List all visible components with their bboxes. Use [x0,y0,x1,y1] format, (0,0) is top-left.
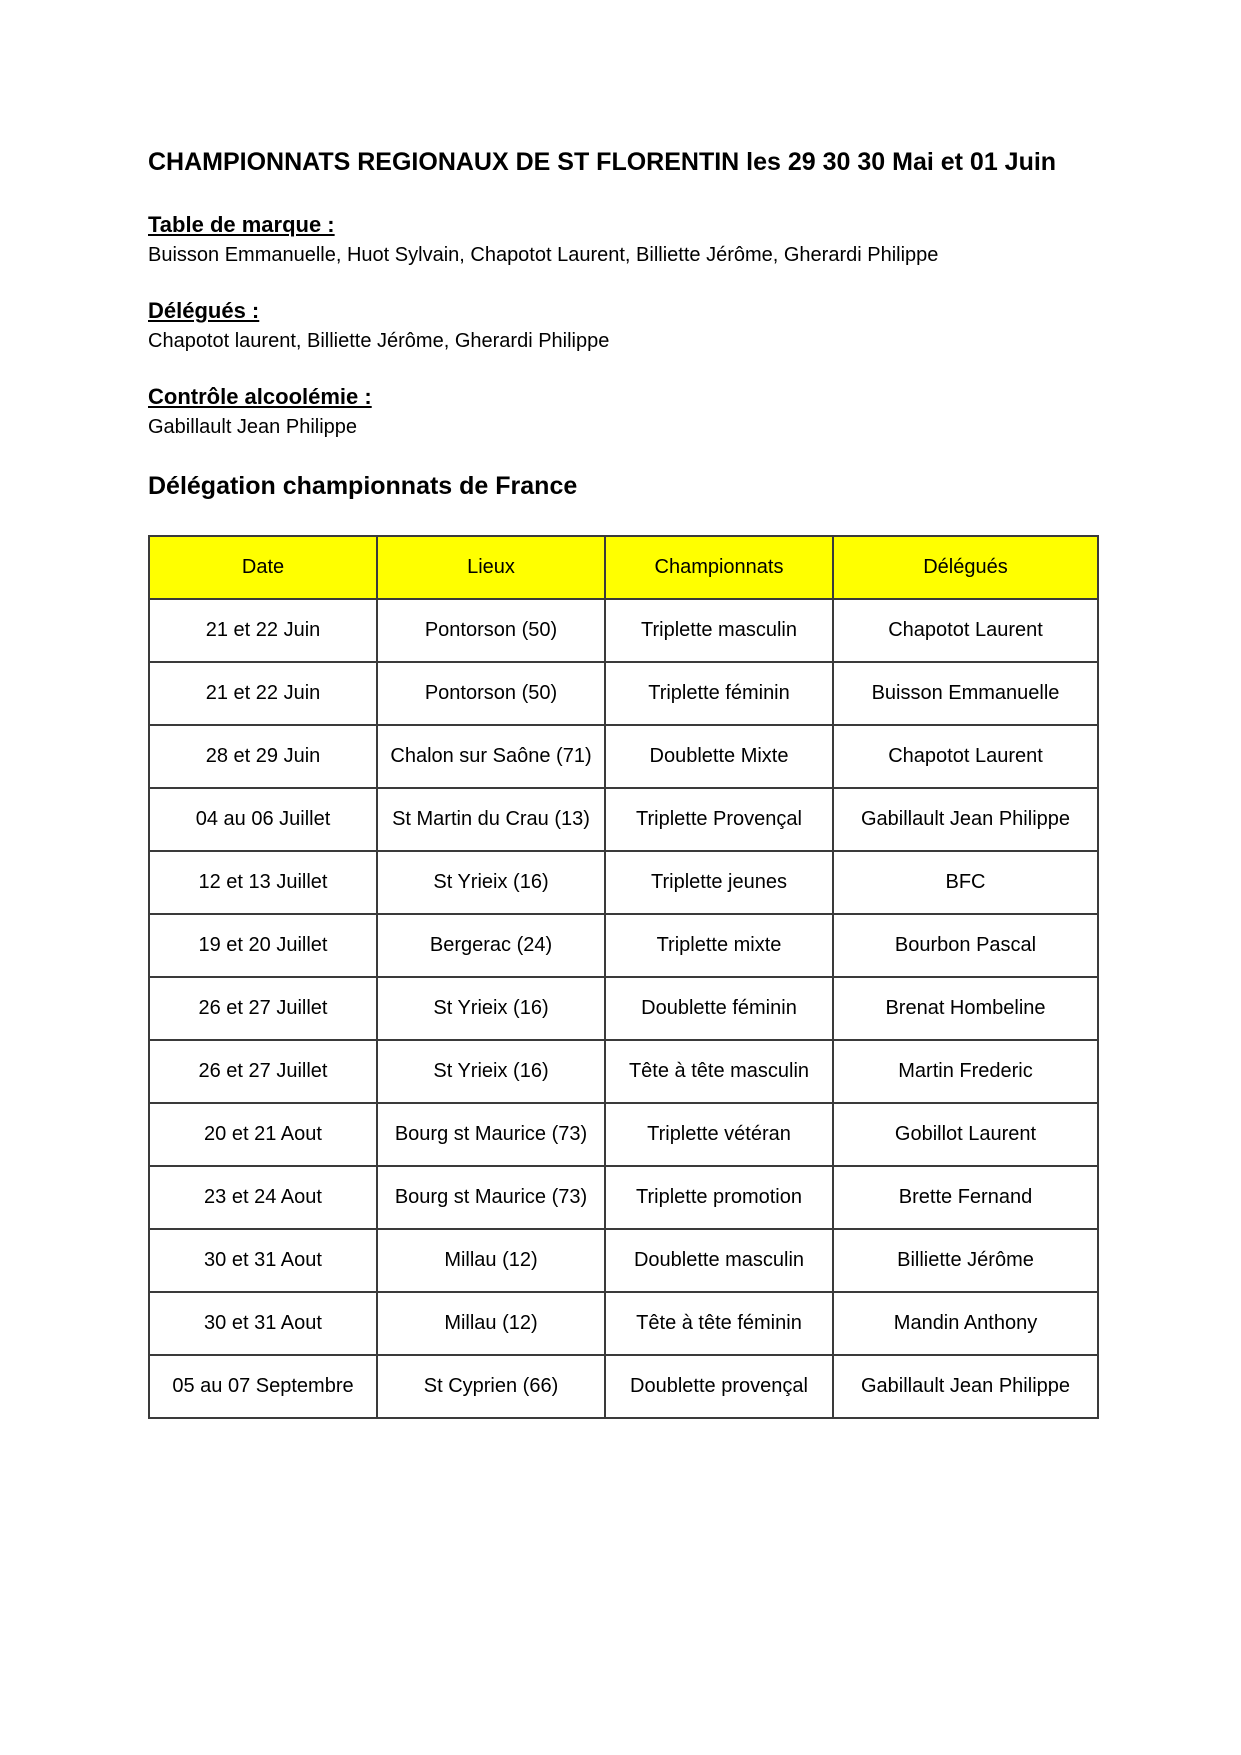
table-de-marque-value: Buisson Emmanuelle, Huot Sylvain, Chapotot Laurent, Billiette Jérôme, Gherardi Philippe [148,244,939,266]
championnat-cell: Triplette féminin [605,662,833,725]
lieux-cell: Pontorson (50) [377,662,605,725]
header-lieux: Lieux [377,536,605,599]
delegue-cell: Billiette Jérôme [833,1229,1098,1292]
delegue-cell: Brenat Hombeline [833,977,1098,1040]
date-cell: 05 au 07 Septembre [149,1355,377,1418]
lieux-cell: Bergerac (24) [377,914,605,977]
lieux-cell: Bourg st Maurice (73) [377,1103,605,1166]
delegue-cell: Chapotot Laurent [833,725,1098,788]
lieux-cell: Millau (12) [377,1229,605,1292]
table-row [149,914,1098,977]
header-delegues: Délégués [833,536,1098,599]
delegue-cell: Gabillault Jean Philippe [833,788,1098,851]
delegue-cell: Gobillot Laurent [833,1103,1098,1166]
delegues-label: Délégués : [148,298,260,323]
date-cell: 12 et 13 Juillet [149,851,377,914]
delegation-table-title: Délégation championnats de France [148,472,578,500]
table-body [149,599,1098,1418]
lieux-cell: St Yrieix (16) [377,977,605,1040]
lieux-cell: St Yrieix (16) [377,1040,605,1103]
championnat-cell: Triplette mixte [605,914,833,977]
date-cell: 20 et 21 Aout [149,1103,377,1166]
table-de-marque-label: Table de marque : [148,212,335,237]
table-row [149,725,1098,788]
table-row [149,1040,1098,1103]
date-cell: 23 et 24 Aout [149,1166,377,1229]
delegue-cell: Mandin Anthony [833,1292,1098,1355]
date-cell: 30 et 31 Aout [149,1229,377,1292]
table-row [149,1229,1098,1292]
lieux-cell: Pontorson (50) [377,599,605,662]
table-row [149,662,1098,725]
table-row [149,1103,1098,1166]
table-row [149,1355,1098,1418]
lieux-cell: St Martin du Crau (13) [377,788,605,851]
championnat-cell: Triplette promotion [605,1166,833,1229]
championnat-cell: Triplette jeunes [605,851,833,914]
delegue-cell: Brette Fernand [833,1166,1098,1229]
lieux-cell: Millau (12) [377,1292,605,1355]
lieux-cell: Chalon sur Saône (71) [377,725,605,788]
delegues-value: Chapotot laurent, Billiette Jérôme, Gherardi Philippe [148,330,610,352]
championnat-cell: Doublette provençal [605,1355,833,1418]
header-championnats: Championnats [605,536,833,599]
table-row [149,851,1098,914]
date-cell: 21 et 22 Juin [149,599,377,662]
table-row [149,977,1098,1040]
lieux-cell: St Yrieix (16) [377,851,605,914]
championnat-cell: Triplette Provençal [605,788,833,851]
date-cell: 04 au 06 Juillet [149,788,377,851]
lieux-cell: Bourg st Maurice (73) [377,1166,605,1229]
delegue-cell: Martin Frederic [833,1040,1098,1103]
championnat-cell: Triplette masculin [605,599,833,662]
table-row [149,1166,1098,1229]
controle-alcoolemie-label: Contrôle alcoolémie : [148,384,372,409]
delegue-cell: Bourbon Pascal [833,914,1098,977]
championnat-cell: Doublette Mixte [605,725,833,788]
delegue-cell: Buisson Emmanuelle [833,662,1098,725]
championnat-cell: Doublette masculin [605,1229,833,1292]
date-cell: 21 et 22 Juin [149,662,377,725]
date-cell: 26 et 27 Juillet [149,977,377,1040]
date-cell: 19 et 20 Juillet [149,914,377,977]
date-cell: 28 et 29 Juin [149,725,377,788]
delegation-table [148,535,1099,1419]
championnat-cell: Doublette féminin [605,977,833,1040]
championnat-cell: Tête à tête masculin [605,1040,833,1103]
table-row [149,788,1098,851]
date-cell: 30 et 31 Aout [149,1292,377,1355]
header-date: Date [149,536,377,599]
lieux-cell: St Cyprien (66) [377,1355,605,1418]
date-cell: 26 et 27 Juillet [149,1040,377,1103]
table-row [149,1292,1098,1355]
document-title: CHAMPIONNATS REGIONAUX DE ST FLORENTIN les 29 30 30 Mai et 01 Juin [148,148,1057,176]
controle-alcoolemie-value: Gabillault Jean Philippe [148,416,358,438]
championnat-cell: Triplette vétéran [605,1103,833,1166]
delegue-cell: Chapotot Laurent [833,599,1098,662]
table-header-row [149,536,1098,599]
delegue-cell: Gabillault Jean Philippe [833,1355,1098,1418]
table-row [149,599,1098,662]
delegue-cell: BFC [833,851,1098,914]
championnat-cell: Tête à tête féminin [605,1292,833,1355]
